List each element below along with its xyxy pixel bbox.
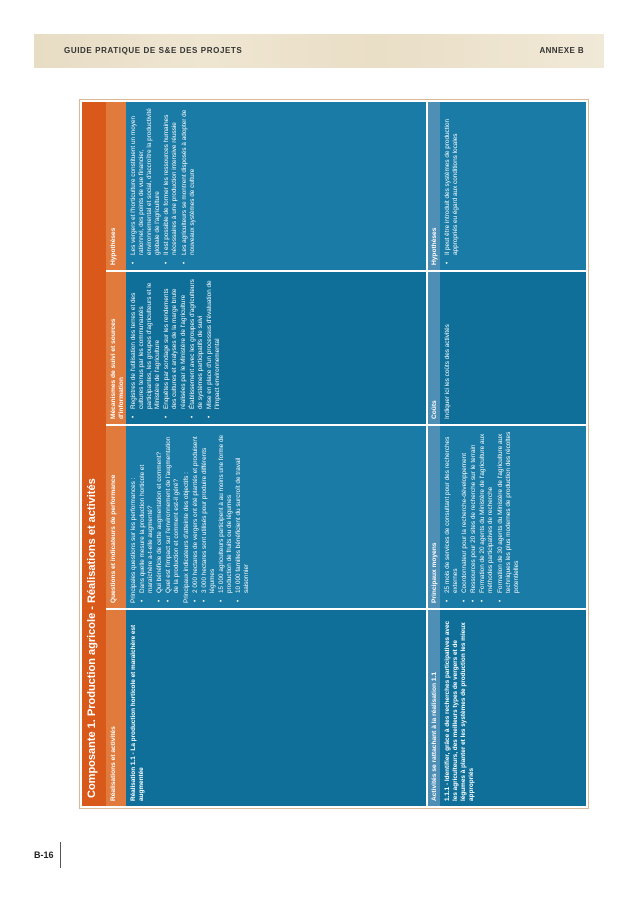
- row1-col2: [106, 426, 426, 608]
- header-couts: Coûts: [428, 272, 440, 424]
- indicators-intro: Principaux indicateurs d'atteinte des objectifs :: [182, 472, 190, 603]
- questions-list: [139, 431, 181, 603]
- list-item: • Qui bénéficie de cette augmentation et comment?: [156, 431, 164, 593]
- mecanismes-list: [130, 277, 222, 419]
- rotated-table-container: [82, 102, 586, 806]
- row1-col1: [106, 610, 426, 806]
- moyens-cell: [440, 426, 586, 608]
- list-item: • 25 mois de services de consultant pour des recherches externes: [444, 431, 460, 593]
- list-item: • Les vergers et l'horticulture constituent un moyen rationnel, des points de vue financier, environnemental et social, d'accroître la productivité globale de l'agriculture: [130, 107, 162, 255]
- couts-text: Indiquer ici les coûts des activités: [444, 324, 451, 419]
- list-item: • Établissement avec les groupes d'agriculteurs de systèmes participatifs de suivi: [189, 277, 205, 409]
- list-item: • Il est possible de former les ressources humaines nécessaires à une production intensive réussie: [163, 107, 179, 255]
- list-item: • Ressources pour 20 sites de recherche sur le terrain: [470, 431, 478, 593]
- header-activites: Activités se rattachant à la réalisation 1.1: [428, 610, 440, 806]
- table-title: Composante 1. Production agricole - Réalisations et activités: [86, 478, 98, 798]
- running-header: [34, 34, 604, 68]
- row2-col1: [428, 610, 586, 806]
- page-number-rule: [60, 842, 61, 868]
- list-item: • 2 000 hectares de vergers ont été plantés et produisent: [192, 431, 200, 593]
- moyens-list: [444, 431, 521, 603]
- header-annex-label: ANNEXE B: [539, 46, 584, 55]
- list-item: • Registres de l'utilisation des terres et des cultures tenus par les communautés participantes, les groupes d'agriculteurs et le Ministère de l'agriculture: [130, 277, 162, 409]
- questions-intro: Principales questions sur les performances :: [130, 477, 137, 603]
- header-guide-title: GUIDE PRATIQUE DE S&E DES PROJETS: [64, 46, 243, 55]
- row2-col2: [428, 426, 586, 608]
- list-item: • 15 000 agriculteurs participent à au moins une forme de production de fruits ou de légumes: [218, 431, 234, 593]
- hypotheses-list-2: [444, 107, 460, 265]
- header-mecanismes: Mécanismes de suivi et sources d'information: [106, 272, 126, 424]
- list-item: • Il peut être introduit des systèmes de production appropriés eu égard aux conditions locales: [444, 107, 460, 255]
- header-moyens: Principaux moyens: [428, 426, 440, 608]
- hypotheses-list: [130, 107, 197, 265]
- list-item: • Quel est l'impact sur l'environnement de l'augmentation de la production et comment est-il géré?: [165, 431, 181, 593]
- list-item: • 10 000 familles bénéficient du surcroît de travail saisonnier: [235, 431, 251, 593]
- component-table: [82, 102, 586, 806]
- list-item: • Coordonnateur pour la recherche-développement: [461, 431, 469, 593]
- indicators-list: [192, 431, 252, 603]
- header-hypotheses-2: Hypothèses: [428, 102, 440, 270]
- hypotheses-cell-2: [440, 102, 586, 270]
- row2-col3: [428, 272, 586, 424]
- table-title-bar: [82, 102, 106, 806]
- list-item: • Enquêtes par sondage sur les rendements des cultures et analyses de la marge brute réalisées par le Ministère de l'agriculture: [163, 277, 187, 409]
- row1-col4: [106, 102, 426, 270]
- row2-col4: [428, 102, 586, 270]
- activite-text: 1.1.1 - Identifier, grâce à des recherches participatives avec les agriculteurs, des meilleurs types de vergers et de légumes à planter et les systèmes de production les mieux appropriés: [444, 620, 476, 801]
- list-item: • Les agriculteurs se montrent disposés à adopter de nouveaux systèmes de culture: [181, 107, 197, 255]
- list-item: • Mise en place d'un processus d'évaluation de l'impact environnemental: [206, 277, 222, 409]
- list-item: • Formation de 20 agents du Ministère de l'agriculture aux méthodes participatives de recherche: [479, 431, 495, 593]
- list-item: • Formation de 30 agents du Ministère de l'agriculture aux techniques les plus modernes de production des récoltes potentielles: [497, 431, 521, 593]
- page-number: B-16: [34, 850, 54, 860]
- list-item: • Dans quelle mesure la production horticole et maraîchère a-t-elle augmenté?: [139, 431, 155, 593]
- list-item: • 3 000 hectares sont utilisés pour produire différents légumes: [201, 431, 217, 593]
- row1-col3: [106, 272, 426, 424]
- header-realisations: Réalisations et activités: [106, 610, 126, 806]
- header-questions: Questions et indicateurs de performance: [106, 426, 126, 608]
- realisation-text: Réalisation 1.1 - La production horticole et maraîchère est augmentée: [130, 624, 146, 801]
- header-hypotheses: Hypothèses: [106, 102, 126, 270]
- questions-cell: [126, 426, 426, 608]
- hypotheses-cell: [126, 102, 426, 270]
- mecanismes-cell: [126, 272, 426, 424]
